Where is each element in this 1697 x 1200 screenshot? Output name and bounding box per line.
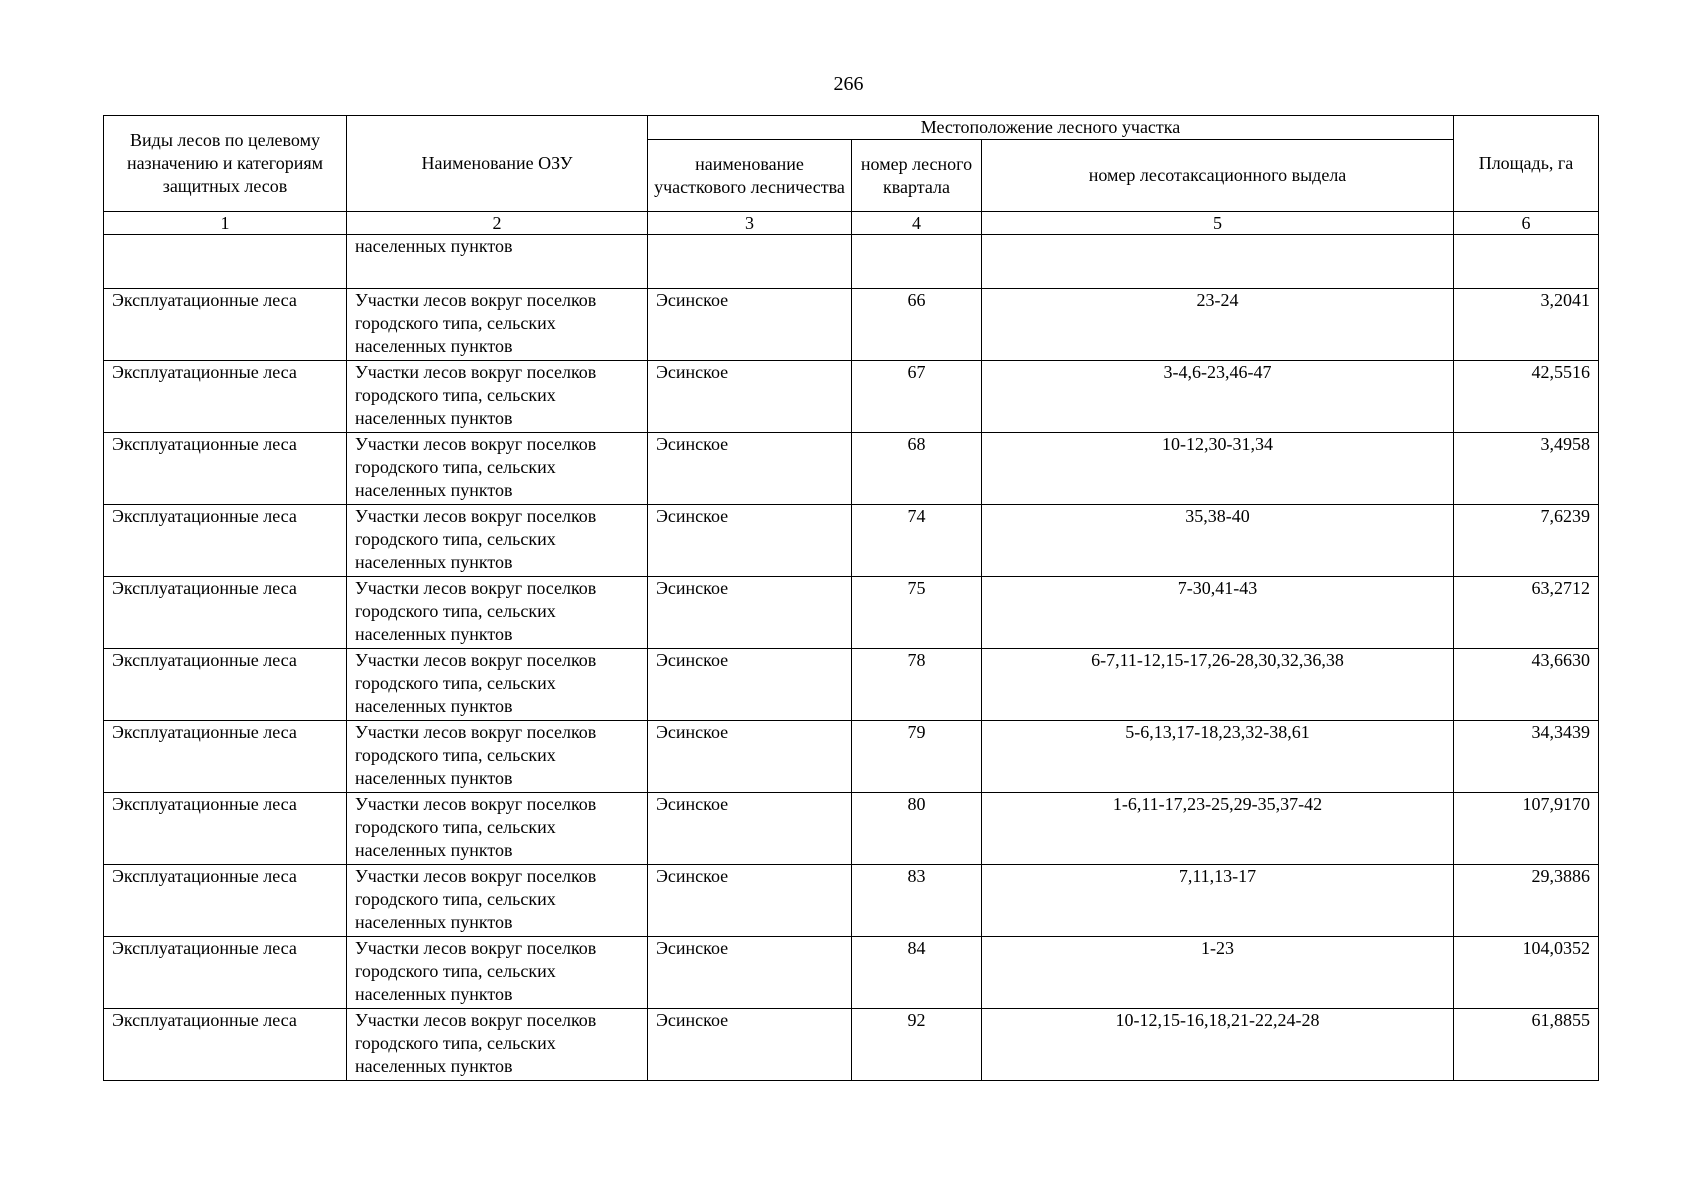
table-row	[104, 649, 1599, 721]
column-number: 3	[648, 212, 852, 235]
cell-plots: 5-6,13,17-18,23,32-38,61	[982, 721, 1454, 793]
cell-plots: 1-23	[982, 937, 1454, 1009]
cell-ozu-name: Участки лесов вокруг поселков городского типа, сельских населенных пунктов	[347, 937, 648, 1009]
cell-plots: 3-4,6-23,46-47	[982, 361, 1454, 433]
cell-area: 63,2712	[1454, 577, 1599, 649]
cell-forestry: Эсинское	[648, 361, 852, 433]
cell-forestry: Эсинское	[648, 865, 852, 937]
table-row	[104, 937, 1599, 1009]
table-row	[104, 433, 1599, 505]
table-row	[104, 721, 1599, 793]
cell-quarter: 75	[852, 577, 982, 649]
cell-ozu-name: Участки лесов вокруг поселков городского типа, сельских населенных пунктов	[347, 361, 648, 433]
cell-plots: 7,11,13-17	[982, 865, 1454, 937]
table-row	[104, 793, 1599, 865]
header-plot-number: номер лесотаксационного выдела	[982, 140, 1454, 212]
cell-area: 7,6239	[1454, 505, 1599, 577]
cell-forest-kind	[104, 235, 347, 289]
cell-quarter: 80	[852, 793, 982, 865]
cell-plots: 23-24	[982, 289, 1454, 361]
cell-plots	[982, 235, 1454, 289]
header-location-group: Местоположение лесного участка	[648, 116, 1454, 140]
cell-ozu-name: Участки лесов вокруг поселков городского типа, сельских населенных пунктов	[347, 577, 648, 649]
table-row	[104, 1009, 1599, 1081]
table-row	[104, 361, 1599, 433]
column-number: 4	[852, 212, 982, 235]
cell-area: 3,4958	[1454, 433, 1599, 505]
header-forest-kind: Виды лесов по целевому назначению и категориям защитных лесов	[104, 116, 347, 212]
header-forestry-name: наименование участкового лесничества	[648, 140, 852, 212]
cell-forestry: Эсинское	[648, 505, 852, 577]
cell-forestry: Эсинское	[648, 937, 852, 1009]
cell-plots: 6-7,11-12,15-17,26-28,30,32,36,38	[982, 649, 1454, 721]
table-row	[104, 505, 1599, 577]
column-number: 1	[104, 212, 347, 235]
column-number-row	[104, 212, 1599, 235]
forest-plots-table	[103, 115, 1599, 1081]
cell-quarter: 84	[852, 937, 982, 1009]
cell-forest-kind: Эксплуатационные леса	[104, 937, 347, 1009]
cell-area: 61,8855	[1454, 1009, 1599, 1081]
table-row	[104, 577, 1599, 649]
cell-ozu-name: Участки лесов вокруг поселков городского типа, сельских населенных пунктов	[347, 433, 648, 505]
cell-forest-kind: Эксплуатационные леса	[104, 649, 347, 721]
table-header	[104, 116, 1599, 235]
cell-quarter: 68	[852, 433, 982, 505]
cell-forestry: Эсинское	[648, 577, 852, 649]
cell-forestry: Эсинское	[648, 433, 852, 505]
cell-forest-kind: Эксплуатационные леса	[104, 505, 347, 577]
cell-forestry	[648, 235, 852, 289]
cell-ozu-name: Участки лесов вокруг поселков городского типа, сельских населенных пунктов	[347, 793, 648, 865]
cell-ozu-name: Участки лесов вокруг поселков городского типа, сельских населенных пунктов	[347, 721, 648, 793]
column-number: 2	[347, 212, 648, 235]
cell-plots: 1-6,11-17,23-25,29-35,37-42	[982, 793, 1454, 865]
cell-quarter: 78	[852, 649, 982, 721]
cell-area: 104,0352	[1454, 937, 1599, 1009]
cell-forestry: Эсинское	[648, 649, 852, 721]
cell-quarter: 74	[852, 505, 982, 577]
cell-area: 42,5516	[1454, 361, 1599, 433]
cell-ozu-name: Участки лесов вокруг поселков городского типа, сельских населенных пунктов	[347, 649, 648, 721]
cell-area: 107,9170	[1454, 793, 1599, 865]
cell-ozu-name: населенных пунктов	[347, 235, 648, 289]
cell-forest-kind: Эксплуатационные леса	[104, 793, 347, 865]
table-row	[104, 289, 1599, 361]
cell-area: 34,3439	[1454, 721, 1599, 793]
cell-forest-kind: Эксплуатационные леса	[104, 1009, 347, 1081]
cell-forest-kind: Эксплуатационные леса	[104, 361, 347, 433]
cell-forest-kind: Эксплуатационные леса	[104, 865, 347, 937]
continuation-row	[104, 235, 1599, 289]
cell-plots: 7-30,41-43	[982, 577, 1454, 649]
cell-ozu-name: Участки лесов вокруг поселков городского типа, сельских населенных пунктов	[347, 289, 648, 361]
cell-forest-kind: Эксплуатационные леса	[104, 433, 347, 505]
page-number: 266	[833, 73, 864, 95]
column-number: 5	[982, 212, 1454, 235]
cell-ozu-name: Участки лесов вокруг поселков городского типа, сельских населенных пунктов	[347, 1009, 648, 1081]
cell-plots: 10-12,30-31,34	[982, 433, 1454, 505]
cell-quarter: 92	[852, 1009, 982, 1081]
cell-area: 3,2041	[1454, 289, 1599, 361]
table-row	[104, 865, 1599, 937]
cell-forestry: Эсинское	[648, 1009, 852, 1081]
header-area: Площадь, га	[1454, 116, 1599, 212]
cell-area: 43,6630	[1454, 649, 1599, 721]
cell-quarter: 83	[852, 865, 982, 937]
cell-ozu-name: Участки лесов вокруг поселков городского типа, сельских населенных пунктов	[347, 865, 648, 937]
header-quarter-number: номер лесного квартала	[852, 140, 982, 212]
cell-forest-kind: Эксплуатационные леса	[104, 577, 347, 649]
cell-quarter: 67	[852, 361, 982, 433]
cell-quarter: 79	[852, 721, 982, 793]
cell-area: 29,3886	[1454, 865, 1599, 937]
cell-forestry: Эсинское	[648, 793, 852, 865]
cell-forestry: Эсинское	[648, 289, 852, 361]
cell-forest-kind: Эксплуатационные леса	[104, 721, 347, 793]
header-ozu-name: Наименование ОЗУ	[347, 116, 648, 212]
cell-quarter	[852, 235, 982, 289]
cell-forestry: Эсинское	[648, 721, 852, 793]
table-body	[104, 235, 1599, 1081]
cell-area	[1454, 235, 1599, 289]
cell-ozu-name: Участки лесов вокруг поселков городского типа, сельских населенных пунктов	[347, 505, 648, 577]
cell-plots: 35,38-40	[982, 505, 1454, 577]
column-number: 6	[1454, 212, 1599, 235]
cell-forest-kind: Эксплуатационные леса	[104, 289, 347, 361]
cell-plots: 10-12,15-16,18,21-22,24-28	[982, 1009, 1454, 1081]
cell-quarter: 66	[852, 289, 982, 361]
